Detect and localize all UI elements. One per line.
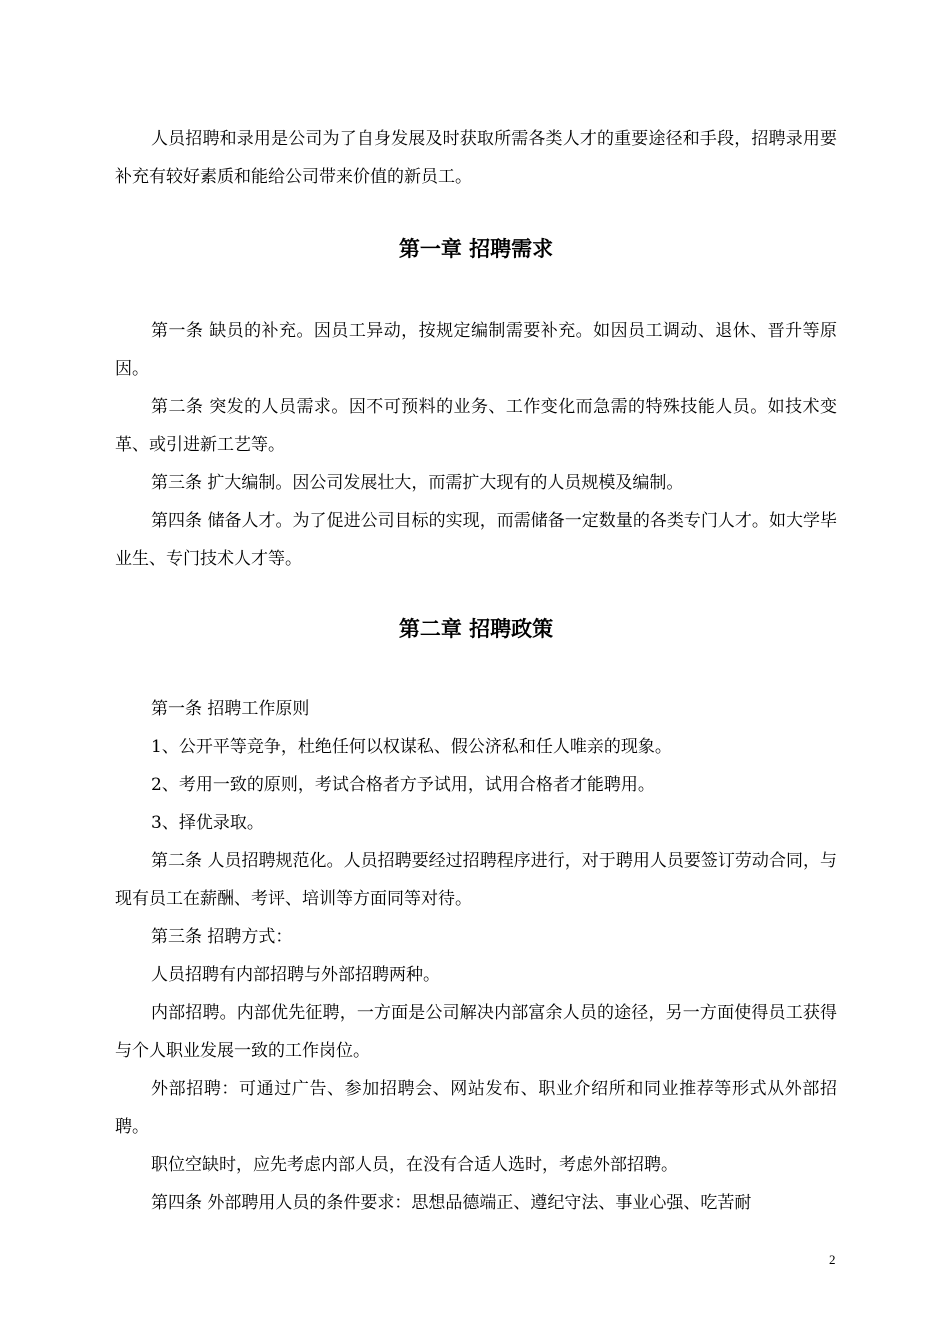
chapter-2-principle-1: 1、公开平等竞争，杜绝任何以权谋私、假公济私和任人唯亲的现象。 bbox=[151, 737, 672, 757]
intro-paragraph: 人员招聘和录用是公司为了自身发展及时获取所需各类人才的重要途径和手段，招聘录用要补充有较好素质和能给公司带来价值的新员工。 bbox=[115, 129, 837, 187]
chapter-1-article-3: 第三条 扩大编制。因公司发展壮大，而需扩大现有的人员规模及编制。 bbox=[151, 473, 684, 493]
chapter-2-article-1: 第一条 招聘工作原则 bbox=[151, 699, 310, 719]
chapter-1-title: 第一章 招聘需求 bbox=[398, 236, 554, 261]
page-number: 2 bbox=[829, 1252, 836, 1267]
chapter-2-article-2: 第二条 人员招聘规范化。人员招聘要经过招聘程序进行，对于聘用人员要签订劳动合同，与现有员工在薪酬、考评、培训等方面同等对待。 bbox=[115, 851, 837, 909]
vacancy-priority: 职位空缺时，应先考虑内部人员，在没有合适人选时，考虑外部招聘。 bbox=[151, 1155, 678, 1175]
recruitment-types: 人员招聘有内部招聘与外部招聘两种。 bbox=[151, 965, 440, 985]
document-page bbox=[115, 120, 837, 1222]
chapter-1-article-4: 第四条 储备人才。为了促进公司目标的实现，而需储备一定数量的各类专门人才。如大学毕业生、专门技术人才等。 bbox=[115, 511, 837, 569]
internal-recruitment: 内部招聘。内部优先征聘，一方面是公司解决内部富余人员的途径，另一方面使得员工获得与个人职业发展一致的工作岗位。 bbox=[115, 1003, 837, 1061]
chapter-2-article-3: 第三条 招聘方式： bbox=[151, 927, 293, 947]
chapter-1-article-2: 第二条 突发的人员需求。因不可预料的业务、工作变化而急需的特殊技能人员。如技术变革、或引进新工艺等。 bbox=[115, 397, 837, 455]
chapter-1-article-1: 第一条 缺员的补充。因员工异动，按规定编制需要补充。如因员工调动、退休、晋升等原因。 bbox=[115, 321, 837, 379]
chapter-2-principle-3: 3、择优录取。 bbox=[151, 813, 264, 833]
chapter-2-title: 第二章 招聘政策 bbox=[398, 616, 554, 641]
external-recruitment: 外部招聘：可通过广告、参加招聘会、网站发布、职业介绍所和同业推荐等形式从外部招聘。 bbox=[115, 1079, 837, 1137]
chapter-2-article-4: 第四条 外部聘用人员的条件要求：思想品德端正、遵纪守法、事业心强、吃苦耐 bbox=[151, 1193, 752, 1213]
chapter-2-principle-2: 2、考用一致的原则，考试合格者方予试用，试用合格者才能聘用。 bbox=[151, 775, 655, 795]
